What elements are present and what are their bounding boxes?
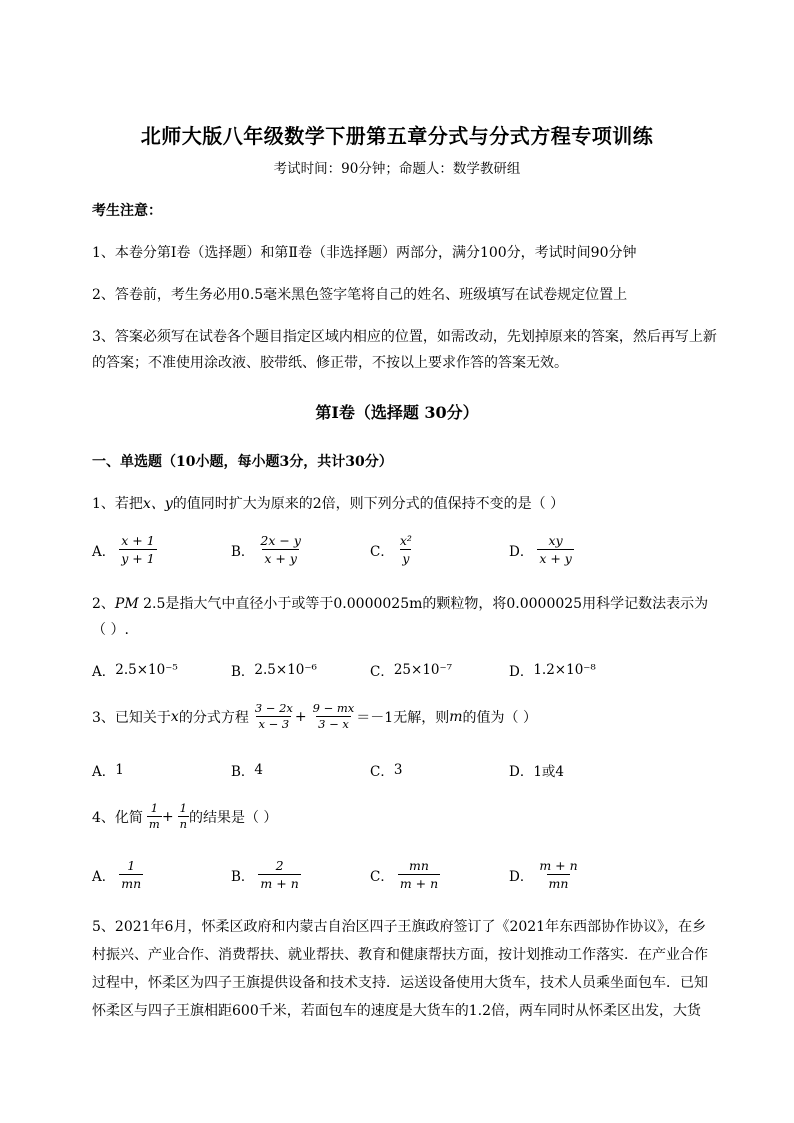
- q3-option-b[interactable]: [231, 760, 263, 780]
- q3-text-a: 3、已知关于: [92, 709, 171, 726]
- question-2-line-2: （ ）.: [92, 622, 129, 638]
- fraction: $\frac{1}{mn}$: [121, 858, 142, 891]
- option-label: C．: [370, 764, 394, 780]
- option-label: C．: [370, 664, 394, 680]
- q3-option-c[interactable]: [370, 760, 402, 780]
- question-2-line-1: [92, 593, 708, 613]
- q1-option-d[interactable]: [509, 533, 574, 566]
- option-label: A．: [92, 543, 116, 560]
- option-text: 3: [393, 762, 403, 778]
- question-4: [92, 802, 277, 831]
- question-3: [92, 702, 537, 731]
- notice-item-3-line-1: 3、答案必须写在试卷各个题目指定区域内相应的位置，如需改动，先划掉原来的答案，然后再写上新: [92, 329, 717, 345]
- option-text: 1: [115, 762, 124, 778]
- notice-item-1: 1、本卷分第I卷（选择题）和第Ⅱ卷（非选择题）两部分，满分100分，考试时间90分钟: [92, 245, 637, 261]
- option-label: A．: [92, 868, 116, 885]
- q2-option-c[interactable]: [370, 660, 452, 680]
- q1-text-a: 1、若把: [92, 496, 143, 512]
- q4-text-a: 4、化简: [92, 809, 143, 826]
- option-label: A．: [92, 764, 116, 780]
- q2-option-a[interactable]: [92, 660, 178, 680]
- q3-fraction-2: $\frac{9 - mx}{3 - x}$: [312, 701, 355, 731]
- q3-var-m: m: [449, 708, 463, 725]
- q2-text-b: 2.5是指大气中直径小于或等于0.0000025m的颗粒物，将0.0000025用科学记数法表示为: [138, 596, 709, 612]
- notice-item-3-line-2: 的答案；不准使用涂改液、胶带纸、修正带，不按以上要求作答的答案无效。: [92, 355, 568, 371]
- option-text: 25×10⁻⁷: [393, 662, 453, 678]
- fraction: $\frac{xy}{x + y}$: [539, 533, 572, 566]
- option-label: B．: [231, 868, 255, 885]
- fraction: $\frac{\text{x²}}{y}$: [399, 533, 412, 566]
- page-title: 北师大版八年级数学下册第五章分式与分式方程专项训练: [140, 124, 654, 148]
- q4-option-b[interactable]: [231, 858, 301, 891]
- q2-option-d[interactable]: [509, 660, 596, 680]
- q3-text-b: 的分式方程: [178, 709, 249, 726]
- option-text: 1.2×10⁻⁸: [533, 662, 596, 678]
- section-title: 第I卷（选择题 30分）: [315, 403, 479, 422]
- q2-var-pm: PM: [114, 596, 139, 612]
- option-label: C．: [370, 543, 394, 560]
- option-label: B．: [231, 764, 255, 780]
- q3-plus: +: [294, 708, 307, 725]
- q4-plus: +: [161, 808, 174, 825]
- q3-var-x: x: [170, 708, 179, 725]
- question-5-line-2: 村振兴、产业合作、消费帮扶、就业帮扶、教育和健康帮扶方面，按计划推动工作落实．在产业合作: [92, 947, 708, 963]
- fraction: $\frac{2x - y}{x + y}$: [260, 533, 301, 566]
- q2-text-a: 2、: [92, 596, 115, 612]
- question-5-line-4: 怀柔区与四子王旗相距600千米，若面包车的速度是大货车的1.2倍，两车同时从怀柔区出发，大货: [92, 1003, 701, 1019]
- fraction: $\frac{m + n}{mn}$: [539, 858, 578, 891]
- q4-text-b: 的结果是（ ）: [188, 809, 278, 826]
- q2-option-b[interactable]: [231, 660, 317, 680]
- option-text: 2.5×10⁻⁵: [115, 662, 178, 678]
- option-label: B．: [231, 664, 255, 680]
- question-5-line-3: 过程中，怀柔区为四子王旗提供设备和技术支持．运送设备使用大货车，技术人员乘坐面包车．已知: [92, 975, 708, 991]
- q1-vars: x、y: [142, 496, 173, 512]
- q4-fraction-2: $\frac{1}{n}$: [179, 801, 187, 831]
- option-text: 1或4: [533, 764, 565, 780]
- option-text: 4: [254, 762, 264, 778]
- question-5-line-1: 5、2021年6月，怀柔区政府和内蒙古自治区四子王旗政府签订了《2021年东西部协作协议》，在乡: [92, 919, 707, 935]
- q3-option-a[interactable]: [92, 760, 124, 780]
- question-1: [92, 493, 564, 513]
- part-title: 一、单选题（10小题，每小题3分，共计30分）: [92, 454, 393, 470]
- q1-option-c[interactable]: [370, 533, 414, 566]
- q1-text-b: 的值同时扩大为原来的2倍，则下列分式的值保持不变的是（ ）: [172, 496, 565, 512]
- option-label: D．: [509, 664, 534, 680]
- q1-option-a[interactable]: [92, 533, 157, 566]
- q3-option-d[interactable]: [509, 760, 564, 780]
- option-label: B．: [231, 543, 255, 560]
- fraction: $\frac{x + 1}{y + 1}$: [121, 533, 155, 566]
- notice-item-2: 2、答卷前，考生务必用0.5毫米黑色签字笔将自己的姓名、班级填写在试卷规定位置上: [92, 287, 628, 303]
- q3-fraction-1: $\frac{3 - 2x}{x - 3}$: [254, 701, 293, 731]
- option-label: D．: [509, 543, 534, 560]
- q3-text-c: ＝－1无解，则: [356, 709, 450, 726]
- q4-fraction-1: $\frac{1}{m}$: [148, 801, 160, 831]
- notice-heading: 考生注意：: [92, 203, 162, 219]
- option-label: D．: [509, 868, 534, 885]
- fraction: $\frac{mn}{m + n}$: [399, 858, 439, 891]
- q1-option-b[interactable]: [231, 533, 303, 566]
- q4-option-a[interactable]: [92, 858, 143, 891]
- option-label: C．: [370, 868, 394, 885]
- q3-text-d: 的值为（ ）: [462, 709, 537, 726]
- option-label: D．: [509, 764, 534, 780]
- page-subtitle: 考试时间：90分钟；命题人：数学教研组: [273, 161, 521, 177]
- option-text: 2.5×10⁻⁶: [254, 662, 317, 678]
- q4-option-c[interactable]: [370, 858, 440, 891]
- q4-option-d[interactable]: [509, 858, 580, 891]
- fraction: $\frac{2}{m + n}$: [260, 858, 299, 891]
- option-label: A．: [92, 664, 116, 680]
